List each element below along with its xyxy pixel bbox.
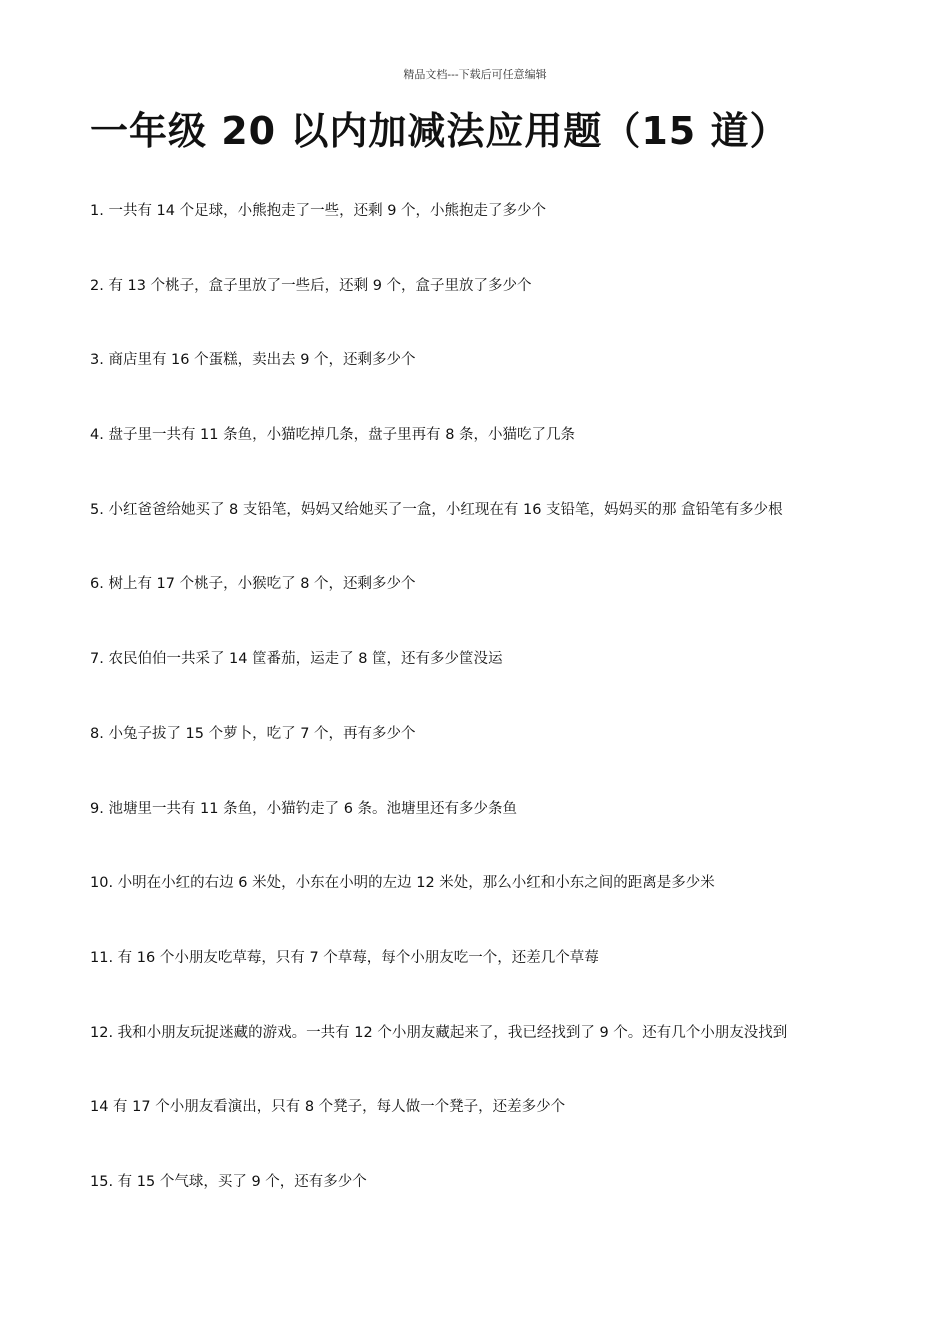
problem-item: 1. 一共有 14 个足球，小熊抱走了一些，还剩 9 个，小熊抱走了多少个 — [90, 203, 547, 219]
problem-item: 2. 有 13 个桃子，盒子里放了一些后，还剩 9 个，盒子里放了多少个 — [90, 277, 532, 294]
problem-item: 9. 池塘里一共有 11 条鱼，小猫钓走了 6 条。池塘里还有多少条鱼 — [90, 800, 518, 817]
header-note: 精品文档---下载后可任意编辑 — [403, 68, 547, 81]
problem-item: 14 有 17 个小朋友看演出，只有 8 个凳子，每人做一个凳子，还差多少个 — [90, 1099, 566, 1116]
problem-item: 5. 小红爸爸给她买了 8 支铅笔，妈妈又给她买了一盒，小红现在有 16 支铅笔，妈妈买的那 盒铅笔有多少根 — [90, 501, 783, 518]
problem-item: 12. 我和小朋友玩捉迷藏的游戏。一共有 12 个小朋友藏起来了，我已经找到了 9 个。还有几个小朋友没找到 — [90, 1024, 788, 1041]
page-title: 一年级 20 以内加减法应用题（15 道） — [90, 109, 789, 153]
problem-item: 8. 小兔子拔了 15 个萝卜，吃了 7 个，再有多少个 — [90, 725, 416, 742]
problem-item: 10. 小明在小红的右边 6 米处，小东在小明的左边 12 米处，那么小红和小东之间的距离是多少米 — [90, 875, 715, 892]
problem-list — [90, 200, 910, 1246]
problem-item: 11. 有 16 个小朋友吃草莓，只有 7 个草莓，每个小朋友吃一个，还差几个草莓 — [90, 949, 599, 966]
problem-item: 3. 商店里有 16 个蛋糕，卖出去 9 个，还剩多少个 — [90, 352, 416, 369]
problem-item: 7. 农民伯伯一共采了 14 筐番茄，运走了 8 筐，还有多少筐没运 — [90, 651, 503, 668]
problem-item: 6. 树上有 17 个桃子，小猴吃了 8 个，还剩多少个 — [90, 576, 416, 593]
problem-item: 15. 有 15 个气球，买了 9 个，还有多少个 — [90, 1173, 367, 1190]
problem-item: 4. 盘子里一共有 11 条鱼，小猫吃掉几条，盘子里再有 8 条，小猫吃了几条 — [90, 427, 576, 444]
